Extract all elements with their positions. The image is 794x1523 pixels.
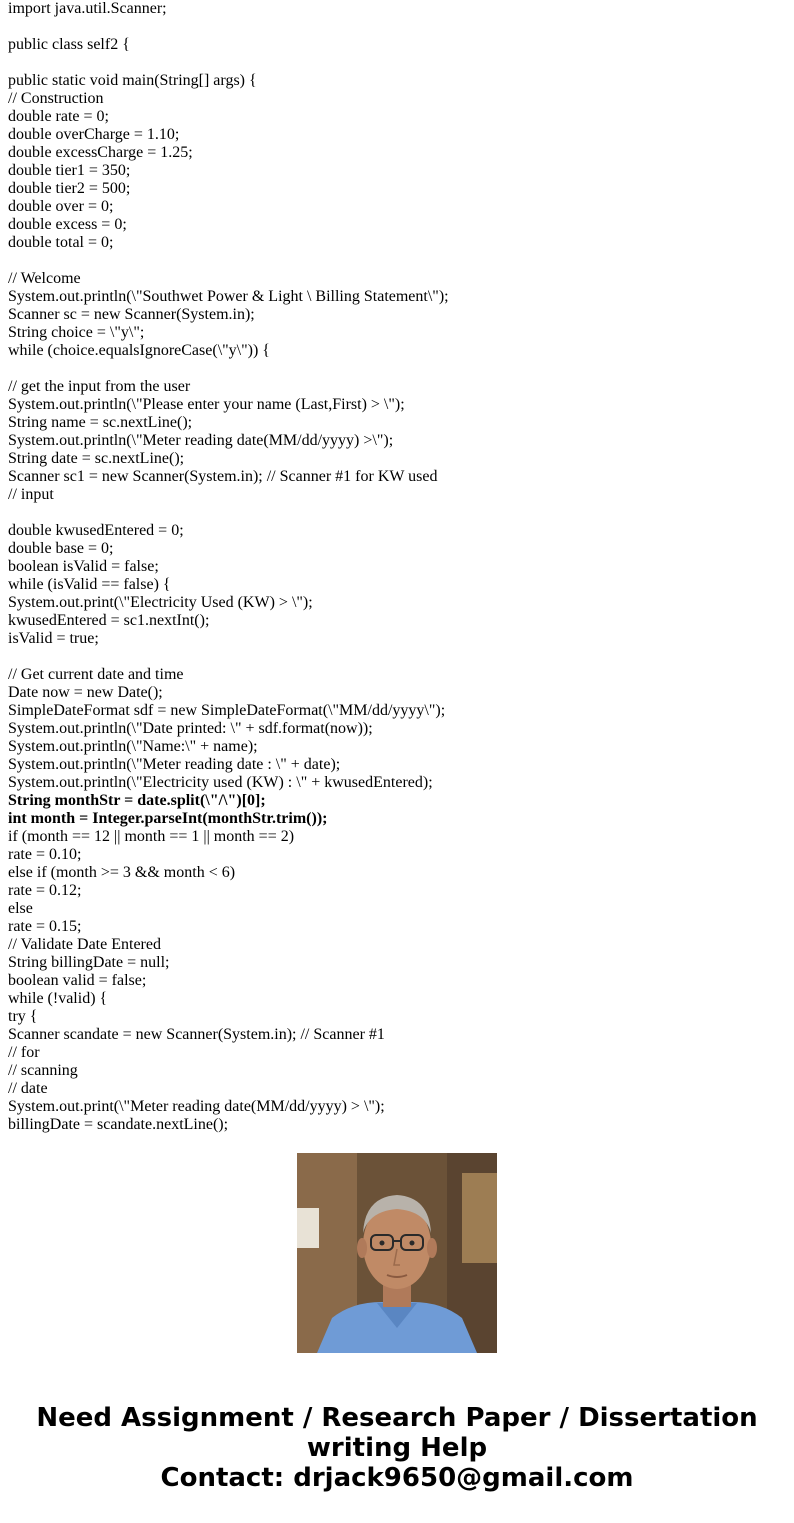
code-line: boolean isValid = false; xyxy=(8,558,159,575)
code-line: Scanner sc1 = new Scanner(System.in); // Scanner #1 for KW used xyxy=(8,468,438,485)
code-line: // Validate Date Entered xyxy=(8,936,161,953)
code-line: double tier1 = 350; xyxy=(8,162,131,179)
code-line: double excess = 0; xyxy=(8,216,127,233)
code-line: public class self2 { xyxy=(8,36,130,53)
code-line: if (month == 12 || month == 1 || month == 2) xyxy=(8,828,295,845)
code-line: String monthStr = date.split(\"/\")[0]; xyxy=(8,792,266,809)
code-line: while (!valid) { xyxy=(8,990,108,1007)
code-line: String billingDate = null; xyxy=(8,954,170,971)
code-line xyxy=(8,54,788,72)
code-line: // input xyxy=(8,486,54,503)
code-line: System.out.println(\"Date printed: \" + sdf.format(now)); xyxy=(8,720,373,737)
code-line: System.out.print(\"Electricity Used (KW) > \"); xyxy=(8,594,313,611)
code-line: while (choice.equalsIgnoreCase(\"y\")) { xyxy=(8,342,270,359)
promo-line-2: writing Help xyxy=(306,1433,488,1463)
code-line: double overCharge = 1.10; xyxy=(8,126,180,143)
code-line: double base = 0; xyxy=(8,540,114,557)
promo-line-1: Need Assignment / Research Paper / Dissertation xyxy=(36,1403,758,1433)
code-line: isValid = true; xyxy=(8,630,99,647)
code-line: // Construction xyxy=(8,90,104,107)
code-line: kwusedEntered = sc1.nextInt(); xyxy=(8,612,210,629)
avatar-photo xyxy=(297,1153,497,1353)
code-line xyxy=(8,360,788,378)
code-line: String date = sc.nextLine(); xyxy=(8,450,185,467)
code-line: rate = 0.15; xyxy=(8,918,82,935)
code-line: double over = 0; xyxy=(8,198,114,215)
code-line: while (isValid == false) { xyxy=(8,576,171,593)
code-line: // get the input from the user xyxy=(8,378,191,395)
code-line: Date now = new Date(); xyxy=(8,684,163,701)
code-line: // scanning xyxy=(8,1062,78,1079)
code-line: // date xyxy=(8,1080,48,1097)
code-line: try { xyxy=(8,1008,38,1025)
promo-banner xyxy=(0,1403,794,1493)
code-line: String choice = \"y\"; xyxy=(8,324,145,341)
code-line: public static void main(String[] args) { xyxy=(8,72,257,89)
code-line: System.out.println(\"Southwet Power & Light \ Billing Statement\"); xyxy=(8,288,449,305)
code-line: double excessCharge = 1.25; xyxy=(8,144,193,161)
code-line xyxy=(8,252,788,270)
code-line: System.out.print(\"Meter reading date(MM/dd/yyyy) > \"); xyxy=(8,1098,385,1115)
code-line: rate = 0.10; xyxy=(8,846,82,863)
code-line: else if (month >= 3 && month < 6) xyxy=(8,864,236,881)
code-line: SimpleDateFormat sdf = new SimpleDateFormat(\"MM/dd/yyyy\"); xyxy=(8,702,446,719)
code-line: System.out.println(\"Please enter your name (Last,First) > \"); xyxy=(8,396,405,413)
code-line: // for xyxy=(8,1044,40,1061)
code-line xyxy=(8,648,788,666)
code-line: billingDate = scandate.nextLine(); xyxy=(8,1116,229,1133)
code-line: System.out.println(\"Name:\" + name); xyxy=(8,738,258,755)
code-line: double kwusedEntered = 0; xyxy=(8,522,184,539)
code-line: int month = Integer.parseInt(monthStr.trim()); xyxy=(8,810,328,827)
code-line: System.out.println(\"Electricity used (KW) : \" + kwusedEntered); xyxy=(8,774,433,791)
code-line: Scanner scandate = new Scanner(System.in); // Scanner #1 xyxy=(8,1026,385,1043)
code-line xyxy=(8,18,788,36)
code-line xyxy=(8,504,788,522)
code-listing xyxy=(8,0,788,1133)
code-line: else xyxy=(8,900,33,917)
code-line: double tier2 = 500; xyxy=(8,180,131,197)
code-line: Scanner sc = new Scanner(System.in); xyxy=(8,306,255,323)
code-line: double total = 0; xyxy=(8,234,114,251)
code-line: import java.util.Scanner; xyxy=(8,0,167,17)
promo-contact: Contact: drjack9650@gmail.com xyxy=(160,1463,634,1493)
code-line: String name = sc.nextLine(); xyxy=(8,414,193,431)
code-line: // Welcome xyxy=(8,270,81,287)
code-line: System.out.println(\"Meter reading date : \" + date); xyxy=(8,756,341,773)
code-line: System.out.println(\"Meter reading date(MM/dd/yyyy) >\"); xyxy=(8,432,394,449)
author-avatar xyxy=(297,1153,497,1353)
code-line: // Get current date and time xyxy=(8,666,184,683)
code-line: rate = 0.12; xyxy=(8,882,82,899)
code-line: boolean valid = false; xyxy=(8,972,147,989)
code-line: double rate = 0; xyxy=(8,108,109,125)
